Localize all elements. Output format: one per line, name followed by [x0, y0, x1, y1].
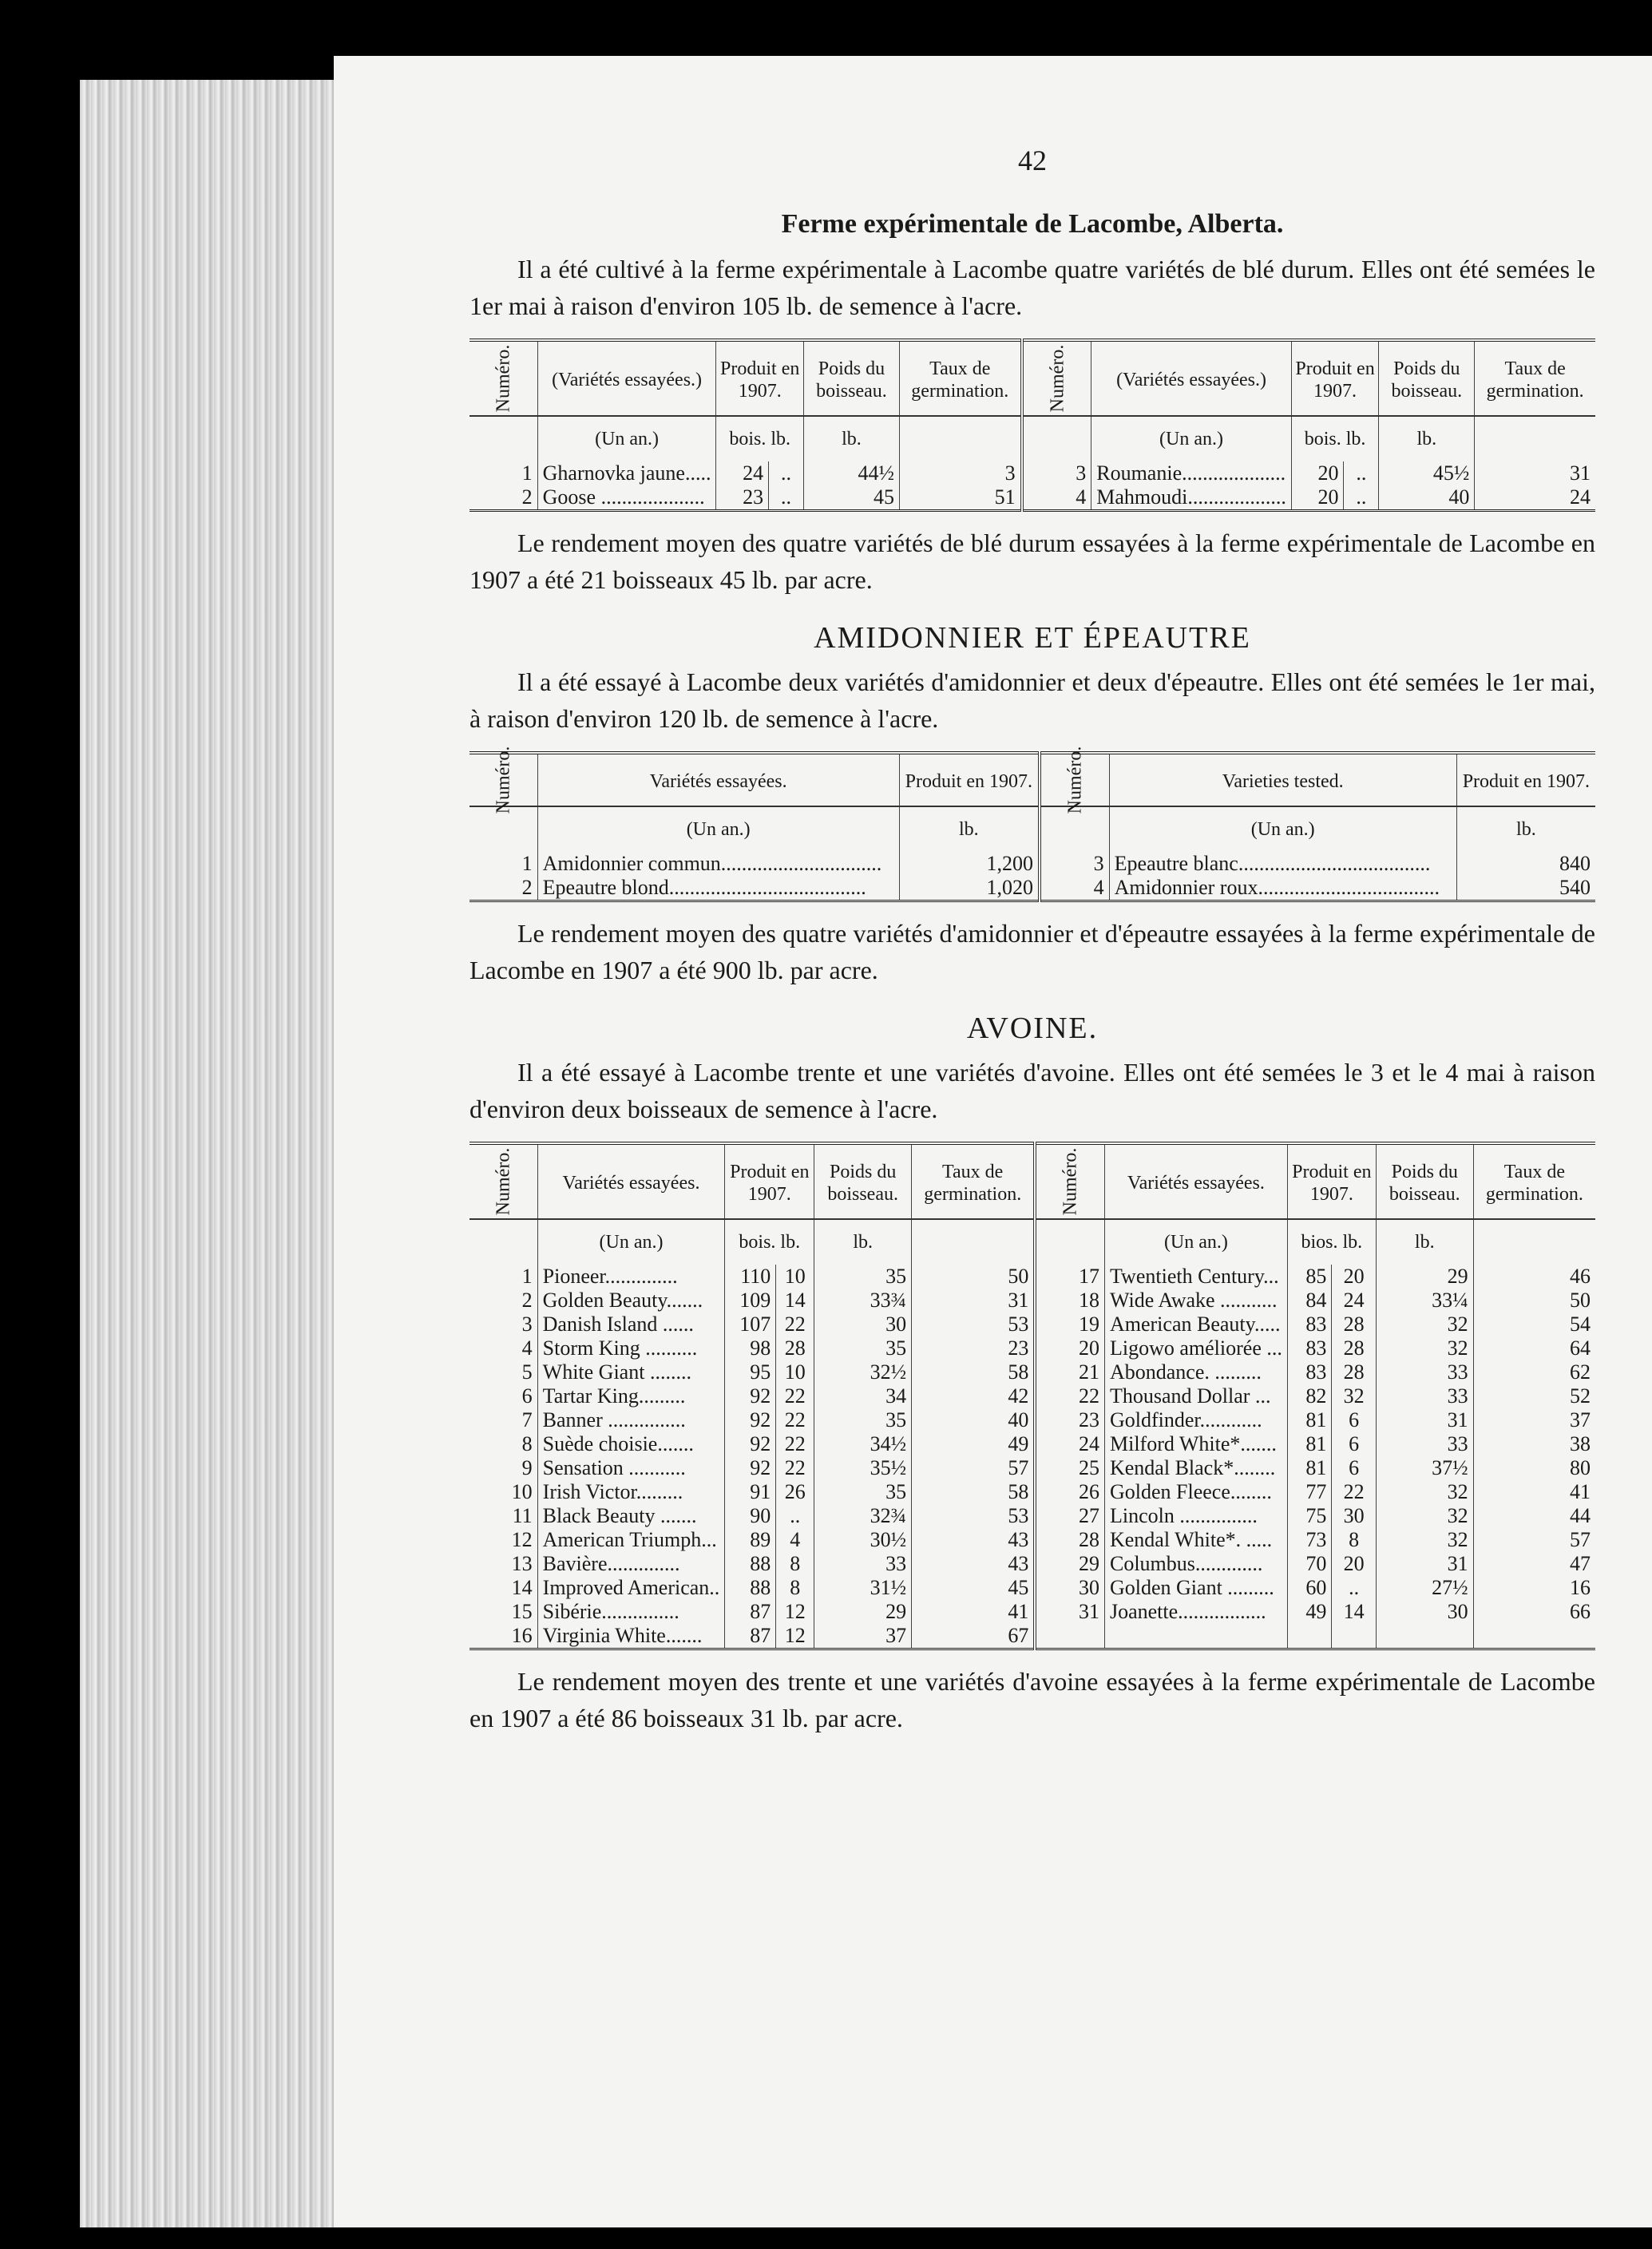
intro-avoine-text: Il a été essayé à Lacombe trente et une variétés d'avoine. Elles ont été semées le 3 et le 4 mai à raison d'environ deux boisseaux de semence à l'acre.	[469, 1058, 1595, 1123]
document-page	[334, 56, 1652, 2227]
header-num: Numéro.	[469, 1143, 537, 1219]
page-number: 42	[1018, 145, 1047, 176]
table-row: 6 Tartar King......... 92 22 34 42 22 Thousand Dollar ... 82 32 33 52	[469, 1384, 1595, 1408]
section-title-avoine: AVOINE.	[966, 1012, 1099, 1045]
header-variety: Variétés essayées.	[537, 753, 899, 806]
table-row: 10 Irish Victor......... 91 26 35 58 26 Golden Fleece........ 77 22 32 41	[469, 1480, 1595, 1504]
table-row: 16 Virginia White....... 87 12 37 67	[469, 1624, 1595, 1649]
table-row: 9 Sensation ........... 92 22 35½ 57 25 Kendal Black*........ 81 6 37½ 80	[469, 1456, 1595, 1480]
table-row: 7 Banner ............... 92 22 35 40 23 Goldfinder............ 81 6 31 37	[469, 1408, 1595, 1432]
header-variety: (Variétés essayées.)	[537, 340, 716, 416]
summary-amidonnier-text: Le rendement moyen des quatre variétés d'amidonnier et d'épeautre essayées à la ferme expérimentale de Lacombe en 1907 a été 900 lb. par acre.	[469, 919, 1595, 984]
header-variety: Variétés essayées.	[1104, 1143, 1287, 1219]
header-num: Numéro.	[1040, 753, 1109, 806]
header-num: Numéro.	[469, 340, 537, 416]
table-row: 8 Suède choisie....... 92 22 34½ 49 24 Milford White*....... 81 6 33 38	[469, 1432, 1595, 1456]
table-row: 2 Epeautre blond...................................... 1,020 4 Amidonnier roux................................... 540	[469, 876, 1595, 901]
summary-amidonnier-paragraph	[469, 915, 1595, 988]
summary-ble-paragraph	[469, 525, 1595, 598]
table-avoine	[469, 1142, 1595, 1650]
table-row: 1 Pioneer.............. 110 10 35 50 17 Twentieth Century... 85 20 29 46	[469, 1265, 1595, 1289]
table-row: 2 Goose .................... 23 .. 45 51 4 Mahmoudi................... 20 .. 40 24	[469, 485, 1595, 511]
intro-amidonnier-text: Il a été essayé à Lacombe deux variétés d'amidonnier et deux d'épeautre. Elles ont été semées le 1er mai, à raison d'environ 120 lb. de semence à l'acre.	[469, 667, 1595, 733]
units-row: (Un an.) bois. lb. lb. (Un an.) bios. lb. lb.	[469, 1219, 1595, 1265]
header-weight: Poids du boisseau.	[1376, 1143, 1473, 1219]
table-row: 14 Improved American.. 88 8 31½ 45 30 Golden Giant ......... 60 .. 27½ 16	[469, 1576, 1595, 1600]
header-germ: Taux de germination.	[1475, 340, 1595, 416]
page-content	[469, 144, 1595, 1736]
header-num: Numéro.	[469, 753, 537, 806]
header-weight: Poids du boisseau.	[814, 1143, 912, 1219]
page-edges	[80, 80, 351, 2227]
header-variety: Varieties tested.	[1109, 753, 1456, 806]
header-yield: Produit en 1907.	[716, 340, 803, 416]
intro-avoine-paragraph	[469, 1054, 1595, 1127]
page-heading: Ferme expérimentale de Lacombe, Alberta.	[781, 209, 1284, 239]
header-germ: Taux de germination.	[912, 1143, 1036, 1219]
summary-avoine-text: Le rendement moyen des trente et une variétés d'avoine essayées à la ferme expérimentale de Lacombe en 1907 a été 86 boisseaux 31 lb. par acre.	[469, 1667, 1595, 1732]
header-germ: Taux de germination.	[899, 340, 1021, 416]
table-row: 12 American Triumph... 89 4 30½ 43 28 Kendal White*. ..... 73 8 32 57	[469, 1528, 1595, 1552]
header-num: Numéro.	[1035, 1143, 1104, 1219]
header-variety: Variétés essayées.	[537, 1143, 725, 1219]
header-weight: Poids du boisseau.	[1379, 340, 1475, 416]
header-yield: Produit en 1907.	[1456, 753, 1595, 806]
header-yield: Produit en 1907.	[1287, 1143, 1376, 1219]
units-row: (Un an.) bois. lb. lb. (Un an.) bois. lb. lb.	[469, 416, 1595, 461]
header-variety: (Variétés essayées.)	[1091, 340, 1292, 416]
table-row: 4 Storm King .......... 98 28 35 23 20 Ligowo améliorée ... 83 28 32 64	[469, 1336, 1595, 1360]
summary-avoine-paragraph	[469, 1663, 1595, 1736]
table-amidonnier	[469, 746, 1595, 902]
table-ble-durum	[469, 339, 1595, 512]
section-title-amidonnier: AMIDONNIER ET ÉPEAUTRE	[814, 621, 1251, 655]
table-row: 15 Sibérie............... 87 12 29 41 31 Joanette................. 49 14 30 66	[469, 1600, 1595, 1624]
header-yield: Produit en 1907.	[1291, 340, 1378, 416]
header-yield: Produit en 1907.	[899, 753, 1040, 806]
header-weight: Poids du boisseau.	[803, 340, 899, 416]
header-num: Numéro.	[1022, 340, 1091, 416]
table-row: 3 Danish Island ...... 107 22 30 53 19 American Beauty..... 83 28 32 54	[469, 1313, 1595, 1336]
intro-ble-text: Il a été cultivé à la ferme expérimentale à Lacombe quatre variétés de blé durum. Elles ont été semées le 1er mai à raison d'environ 105 lb. de semence à l'acre.	[469, 255, 1595, 320]
header-germ: Taux de germination.	[1473, 1143, 1595, 1219]
table-row: 1 Amidonnier commun............................... 1,200 3 Epeautre blanc..................................... 840	[469, 852, 1595, 876]
table-row: 1 Gharnovka jaune..... 24 .. 44½ 3 3 Roumanie.................... 20 .. 45½ 31	[469, 461, 1595, 485]
intro-amidonnier-paragraph	[469, 663, 1595, 737]
header-yield: Produit en 1907.	[725, 1143, 814, 1219]
table-row: 2 Golden Beauty....... 109 14 33¾ 31 18 Wide Awake ........... 84 24 33¼ 50	[469, 1289, 1595, 1313]
table-row: 11 Black Beauty ....... 90 .. 32¾ 53 27 Lincoln ............... 75 30 32 44	[469, 1504, 1595, 1528]
intro-ble-paragraph	[469, 251, 1595, 324]
table-row: 5 White Giant ........ 95 10 32½ 58 21 Abondance. ......... 83 28 33 62	[469, 1360, 1595, 1384]
table-row: 13 Bavière.............. 88 8 33 43 29 Columbus............. 70 20 31 47	[469, 1552, 1595, 1576]
summary-ble-text: Le rendement moyen des quatre variétés de blé durum essayées à la ferme expérimentale de Lacombe en 1907 a été 21 boisseaux 45 lb. par acre.	[469, 529, 1595, 594]
units-row: (Un an.) lb. (Un an.) lb.	[469, 806, 1595, 852]
